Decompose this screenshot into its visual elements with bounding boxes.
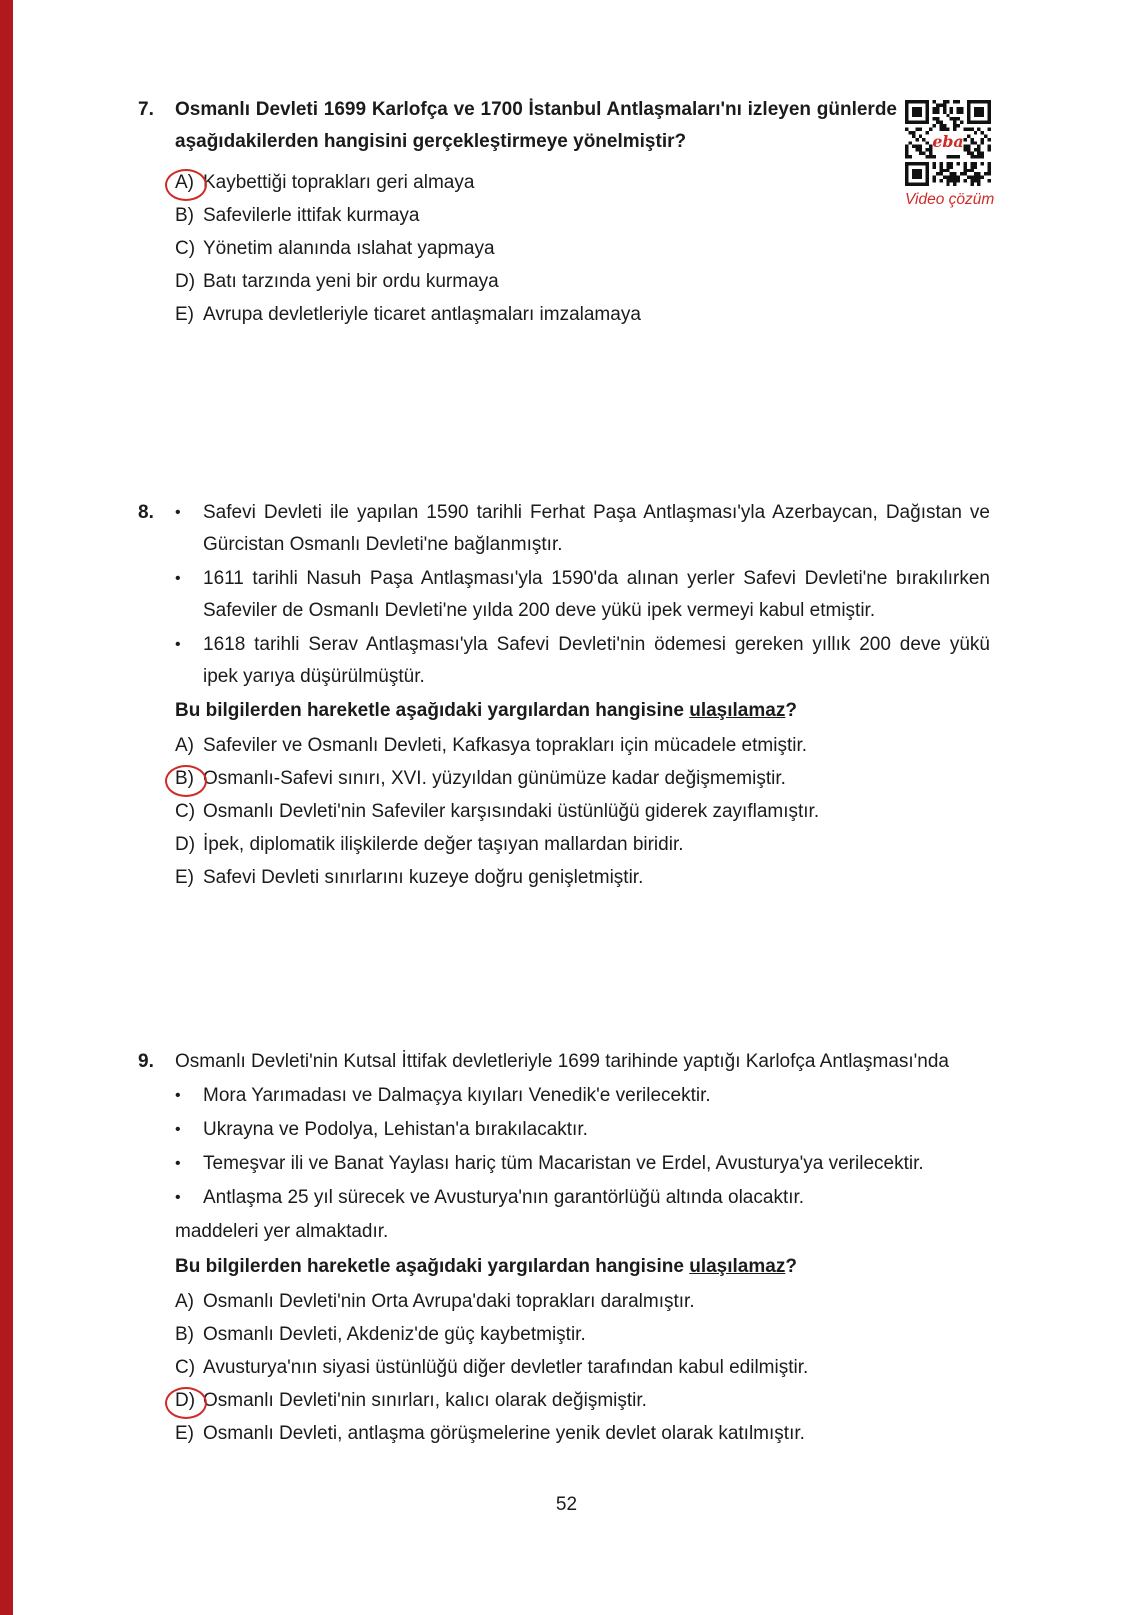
- bullet-text: Safevi Devleti ile yapılan 1590 tarihli Ferhat Paşa Antlaşması'yla Azerbaycan, Dağıstan ve Gürcistan Osmanlı Devleti'ne bağlanmıştır.: [203, 502, 990, 555]
- option-text: Batı tarzında yeni bir ordu kurmaya: [203, 271, 499, 292]
- bullet-icon: •: [175, 636, 181, 653]
- question-9: [138, 1046, 990, 1451]
- bullet-text: Temeşvar ili ve Banat Yaylası hariç tüm Macaristan ve Erdel, Avusturya'ya verilecektir.: [203, 1153, 924, 1174]
- option-letter: A): [175, 167, 203, 199]
- option-row: [175, 829, 990, 861]
- options-list: [175, 1286, 990, 1450]
- bullet-text: Antlaşma 25 yıl sürecek ve Avusturya'nın garantörlüğü altında olacaktır.: [203, 1187, 805, 1208]
- option-text: Safevilerle ittifak kurmaya: [203, 205, 420, 226]
- after-bullets-text: maddeleri yer almaktadır.: [175, 1221, 389, 1242]
- option-row: [175, 1418, 990, 1450]
- stem-prefix: Bu bilgilerden hareketle aşağıdaki yargılardan hangisine: [175, 1256, 690, 1277]
- option-text: İpek, diplomatik ilişkilerde değer taşıyan mallardan biridir.: [203, 834, 684, 855]
- option-row: [175, 1352, 990, 1384]
- bullet-icon: •: [175, 1087, 181, 1104]
- option-text: Kaybettiği toprakları geri almaya: [203, 172, 475, 193]
- option-text: Safevi Devleti sınırlarını kuzeye doğru genişletmiştir.: [203, 867, 644, 888]
- question-number: 7.: [138, 99, 154, 120]
- option-letter: E): [175, 867, 194, 888]
- option-letter: B): [175, 205, 194, 226]
- bullet-item: [175, 497, 990, 561]
- bullet-item: [175, 1114, 990, 1146]
- bullet-item: [175, 563, 990, 627]
- bullet-item: [175, 1080, 990, 1112]
- option-letter: C): [175, 1357, 196, 1378]
- options-list: [175, 730, 990, 894]
- bullet-text: 1611 tarihli Nasuh Paşa Antlaşması'yla 1590'da alınan yerler Safevi Devleti'ne bırakılırken Safeviler de Osmanlı Devleti'ne yılda 200 deve yükü ipek vermeyi kabul etmiştir.: [203, 568, 990, 621]
- stem-underlined-word: ulaşılamaz: [689, 700, 786, 721]
- question-8: [138, 497, 990, 895]
- bullet-item: [175, 629, 990, 693]
- option-letter: E): [175, 304, 194, 325]
- option-row: [175, 730, 990, 762]
- option-text: Osmanlı Devleti'nin sınırları, kalıcı olarak değişmiştir.: [203, 1390, 647, 1411]
- question-stem: [175, 695, 990, 727]
- bullet-text: Ukrayna ve Podolya, Lehistan'a bırakılacaktır.: [203, 1119, 588, 1140]
- bullet-icon: •: [175, 1155, 181, 1172]
- option-letter: D): [175, 1385, 203, 1417]
- question-stem: Osmanlı Devleti 1699 Karlofça ve 1700 İstanbul Antlaşmaları'nı izleyen günlerde aşağıdakilerden hangisini gerçekleştirmeye yönelmiştir?: [175, 99, 897, 152]
- option-letter: A): [175, 1291, 194, 1312]
- option-row: [175, 167, 990, 199]
- option-text: Osmanlı Devleti'nin Orta Avrupa'daki toprakları daralmıştır.: [203, 1291, 695, 1312]
- eba-logo: eba: [932, 131, 964, 151]
- option-row: [175, 299, 990, 331]
- option-text: Avrupa devletleriyle ticaret antlaşmaları imzalamaya: [203, 304, 641, 325]
- bullet-text: 1618 tarihli Serav Antlaşması'yla Safevi Devleti'nin ödemesi gereken yıllık 200 deve yükü ipek yarıya düşürülmüştür.: [203, 634, 990, 687]
- option-row: [175, 862, 990, 894]
- option-letter: D): [175, 834, 196, 855]
- option-row: [175, 200, 990, 232]
- stem-suffix: ?: [785, 1256, 797, 1277]
- option-text: Osmanlı-Safevi sınırı, XVI. yüzyıldan günümüze kadar değişmemiştir.: [203, 768, 786, 789]
- question-intro: Osmanlı Devleti'nin Kutsal İttifak devletleriyle 1699 tarihinde yaptığı Karlofça Antlaşması'nda: [175, 1051, 949, 1072]
- option-row: [175, 1319, 990, 1351]
- option-row: [175, 233, 990, 265]
- option-text: Avusturya'nın siyasi üstünlüğü diğer devletler tarafından kabul edilmiştir.: [203, 1357, 809, 1378]
- option-text: Osmanlı Devleti, antlaşma görüşmelerine yenik devlet olarak katılmıştır.: [203, 1423, 805, 1444]
- stem-prefix: Bu bilgilerden hareketle aşağıdaki yargılardan hangisine: [175, 700, 690, 721]
- bullet-icon: •: [175, 504, 181, 521]
- bullet-text: Mora Yarımadası ve Dalmaçya kıyıları Venedik'e verilecektir.: [203, 1085, 711, 1106]
- question-stem: [175, 1251, 990, 1283]
- question-number: 9.: [138, 1051, 154, 1072]
- bullet-icon: •: [175, 1121, 181, 1138]
- option-text: Osmanlı Devleti, Akdeniz'de güç kaybetmiştir.: [203, 1324, 586, 1345]
- page-number: 52: [555, 1494, 578, 1515]
- bullet-item: [175, 1148, 990, 1180]
- option-text: Osmanlı Devleti'nin Safeviler karşısındaki üstünlüğü giderek zayıflamıştır.: [203, 801, 820, 822]
- option-letter: A): [175, 735, 194, 756]
- stem-suffix: ?: [785, 700, 797, 721]
- video-solution-caption: Video çözüm: [905, 191, 995, 208]
- option-row: [175, 796, 990, 828]
- option-letter: B): [175, 763, 203, 795]
- option-row: [175, 266, 990, 298]
- question-7: [138, 94, 995, 332]
- option-row: [175, 1286, 990, 1318]
- bullet-item: [175, 1182, 990, 1214]
- option-text: Yönetim alanında ıslahat yapmaya: [203, 238, 495, 259]
- stem-underlined-word: ulaşılamaz: [689, 1256, 786, 1277]
- option-letter: B): [175, 1324, 194, 1345]
- option-text: Safeviler ve Osmanlı Devleti, Kafkasya toprakları için mücadele etmiştir.: [203, 735, 808, 756]
- question-number: 8.: [138, 502, 154, 523]
- bullet-icon: •: [175, 1189, 181, 1206]
- option-letter: E): [175, 1423, 194, 1444]
- left-accent-bar: [0, 0, 13, 1615]
- option-letter: C): [175, 801, 196, 822]
- option-row: [175, 763, 990, 795]
- option-letter: D): [175, 271, 196, 292]
- options-list: [175, 167, 995, 331]
- option-row: [175, 1385, 990, 1417]
- option-letter: C): [175, 238, 196, 259]
- bullet-icon: •: [175, 570, 181, 587]
